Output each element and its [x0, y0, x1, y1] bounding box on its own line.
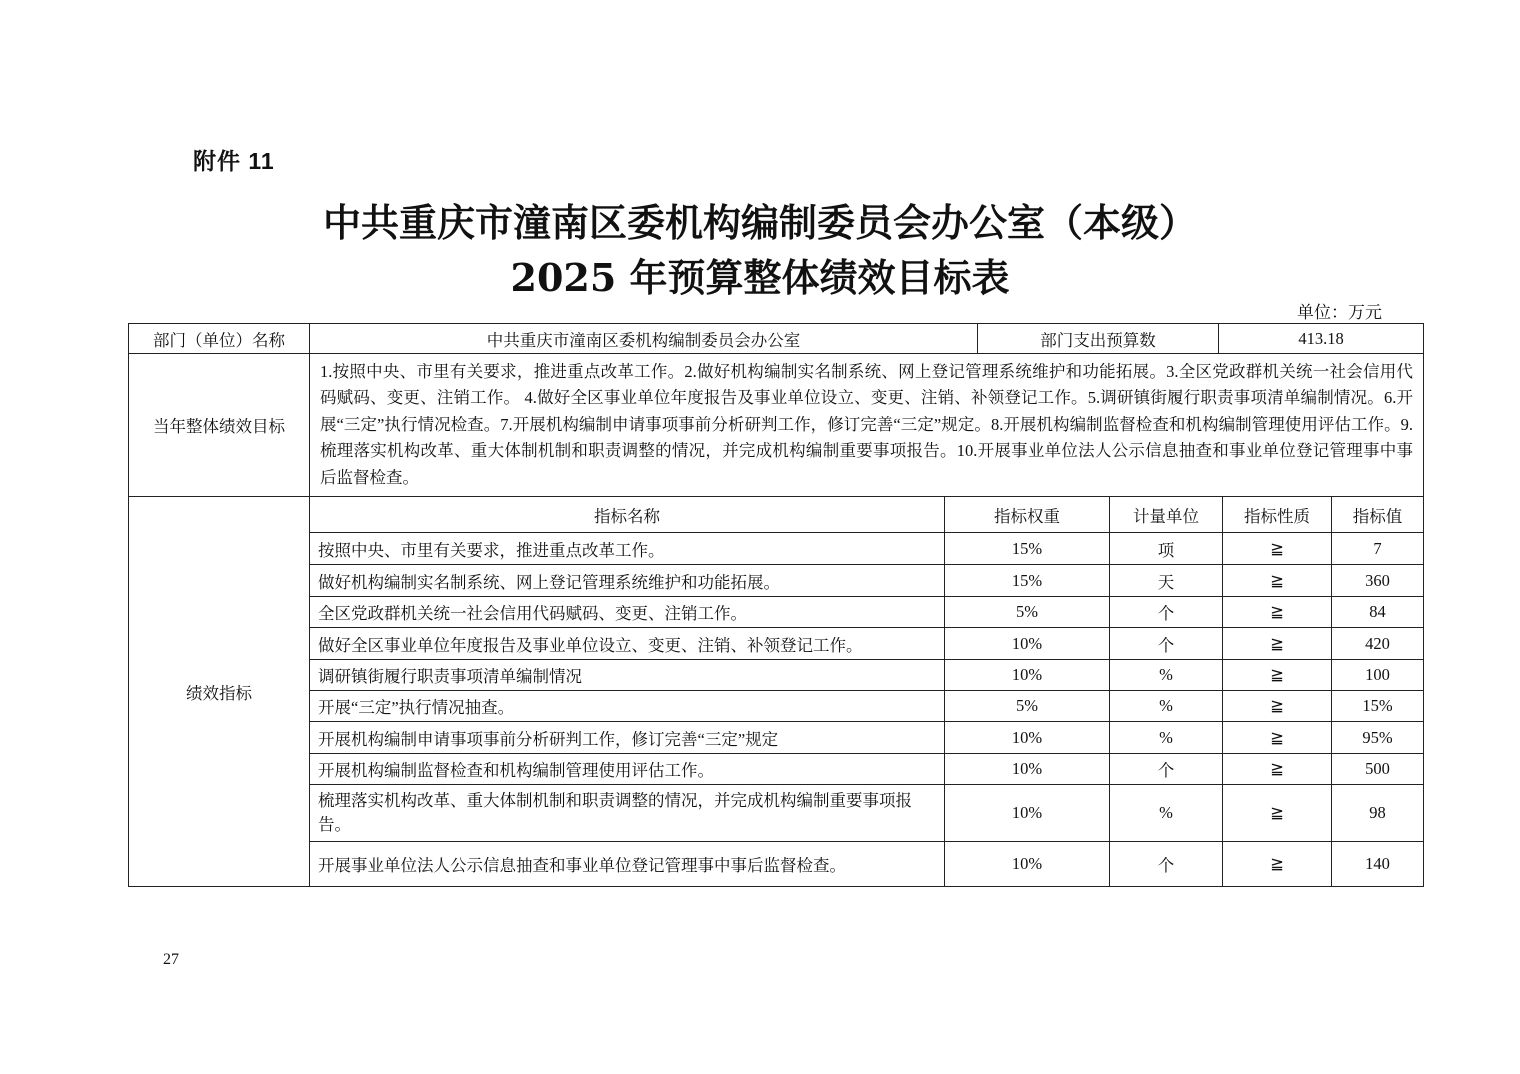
indicator-name: 做好全区事业单位年度报告及事业单位设立、变更、注销、补领登记工作。: [310, 628, 945, 660]
indicator-weight: 10%: [945, 660, 1110, 691]
indicator-nature: ≧: [1223, 533, 1332, 565]
indicator-unit: 项: [1110, 533, 1223, 565]
indicator-nature: ≧: [1223, 597, 1332, 628]
indicator-value: 140: [1332, 842, 1424, 887]
indicator-name: 开展机构编制申请事项事前分析研判工作，修订完善“三定”规定: [310, 722, 945, 754]
unit-label: 单位：万元: [1297, 303, 1382, 322]
indicator-unit: %: [1110, 660, 1223, 691]
indicator-name: 梳理落实机构改革、重大体制机制和职责调整的情况，并完成机构编制重要事项报告。: [310, 785, 945, 842]
goal-label: 当年整体绩效目标: [129, 354, 310, 497]
indicator-value: 100: [1332, 660, 1424, 691]
page-title-line1: 中共重庆市潼南区委机构编制委员会办公室（本级）: [322, 200, 1197, 245]
indicator-nature: ≧: [1223, 842, 1332, 887]
indicator-nature: ≧: [1223, 565, 1332, 597]
page-number: 27: [163, 951, 179, 968]
indicator-name: 开展“三定”执行情况抽查。: [310, 691, 945, 722]
indicator-nature: ≧: [1223, 722, 1332, 754]
indicator-name: 按照中央、市里有关要求，推进重点改革工作。: [310, 533, 945, 565]
indicator-unit: 天: [1110, 565, 1223, 597]
dept-name-value: 中共重庆市潼南区委机构编制委员会办公室: [310, 324, 978, 354]
indicator-value: 360: [1332, 565, 1424, 597]
indicator-weight: 15%: [945, 533, 1110, 565]
table-row: [129, 754, 1424, 785]
header-indicator-name: 指标名称: [310, 497, 945, 533]
indicator-nature: ≧: [1223, 660, 1332, 691]
indicator-nature: ≧: [1223, 754, 1332, 785]
header-weight: 指标权重: [945, 497, 1110, 533]
indicator-unit: %: [1110, 691, 1223, 722]
indicator-value: 7: [1332, 533, 1424, 565]
indicator-weight: 10%: [945, 842, 1110, 887]
header-value: 指标值: [1332, 497, 1424, 533]
indicator-section-label: 绩效指标: [129, 497, 310, 887]
dept-name-label: 部门（单位）名称: [129, 324, 310, 354]
indicator-weight: 10%: [945, 722, 1110, 754]
attachment-label: 附件 11: [193, 148, 275, 174]
table-row: [129, 785, 1424, 842]
table-row: [129, 722, 1424, 754]
indicator-weight: 10%: [945, 754, 1110, 785]
indicator-unit: 个: [1110, 754, 1223, 785]
indicator-value: 500: [1332, 754, 1424, 785]
indicator-nature: ≧: [1223, 785, 1332, 842]
table-row: [129, 565, 1424, 597]
performance-table: [128, 323, 1424, 887]
budget-label: 部门支出预算数: [978, 324, 1219, 354]
indicator-weight: 10%: [945, 785, 1110, 842]
indicator-name: 开展事业单位法人公示信息抽查和事业单位登记管理事中事后监督检查。: [310, 842, 945, 887]
table-row: [129, 691, 1424, 722]
indicator-value: 420: [1332, 628, 1424, 660]
indicator-name: 全区党政群机关统一社会信用代码赋码、变更、注销工作。: [310, 597, 945, 628]
header-nature: 指标性质: [1223, 497, 1332, 533]
indicator-value: 15%: [1332, 691, 1424, 722]
indicator-unit: 个: [1110, 628, 1223, 660]
indicator-unit: 个: [1110, 597, 1223, 628]
indicator-unit: %: [1110, 722, 1223, 754]
indicator-weight: 5%: [945, 597, 1110, 628]
table-row: [129, 660, 1424, 691]
indicator-nature: ≧: [1223, 691, 1332, 722]
table-row: [129, 628, 1424, 660]
indicator-name: 做好机构编制实名制系统、网上登记管理系统维护和功能拓展。: [310, 565, 945, 597]
indicator-weight: 15%: [945, 565, 1110, 597]
table-row: [129, 842, 1424, 887]
indicator-weight: 10%: [945, 628, 1110, 660]
indicator-unit: %: [1110, 785, 1223, 842]
indicator-value: 84: [1332, 597, 1424, 628]
indicator-rows: [129, 497, 1424, 887]
header-unit: 计量单位: [1110, 497, 1223, 533]
goal-text: 1.按照中央、市里有关要求，推进重点改革工作。2.做好机构编制实名制系统、网上登记管理系统维护和功能拓展。3.全区党政群机关统一社会信用代码赋码、变更、注销工作。 4.做好全区事业单位年度报告及事业单位设立、变更、注销、补领登记工作。5.调研镇街履行职责事项清单编制情况。6.开展“三定”执行情况检查。7.开展机构编制申请事项事前分析研判工作，修订完善“三定”规定。8.开展机构编制监督检查和机构编制管理使用评估工作。9.梳理落实机构改革、重大体制机制和职责调整的情况，并完成机构编制重要事项报告。10.开展事业单位法人公示信息抽查和事业单位登记管理事中事后监督检查。: [310, 354, 1424, 497]
table-row: [129, 533, 1424, 565]
indicator-nature: ≧: [1223, 628, 1332, 660]
indicator-weight: 5%: [945, 691, 1110, 722]
indicator-name: 调研镇街履行职责事项清单编制情况: [310, 660, 945, 691]
budget-value: 413.18: [1219, 324, 1424, 354]
indicator-name: 开展机构编制监督检查和机构编制管理使用评估工作。: [310, 754, 945, 785]
indicator-unit: 个: [1110, 842, 1223, 887]
indicator-value: 98: [1332, 785, 1424, 842]
table-row: [129, 597, 1424, 628]
indicator-value: 95%: [1332, 722, 1424, 754]
page-title-line2: 2025 年预算整体绩效目标表: [510, 255, 1010, 300]
